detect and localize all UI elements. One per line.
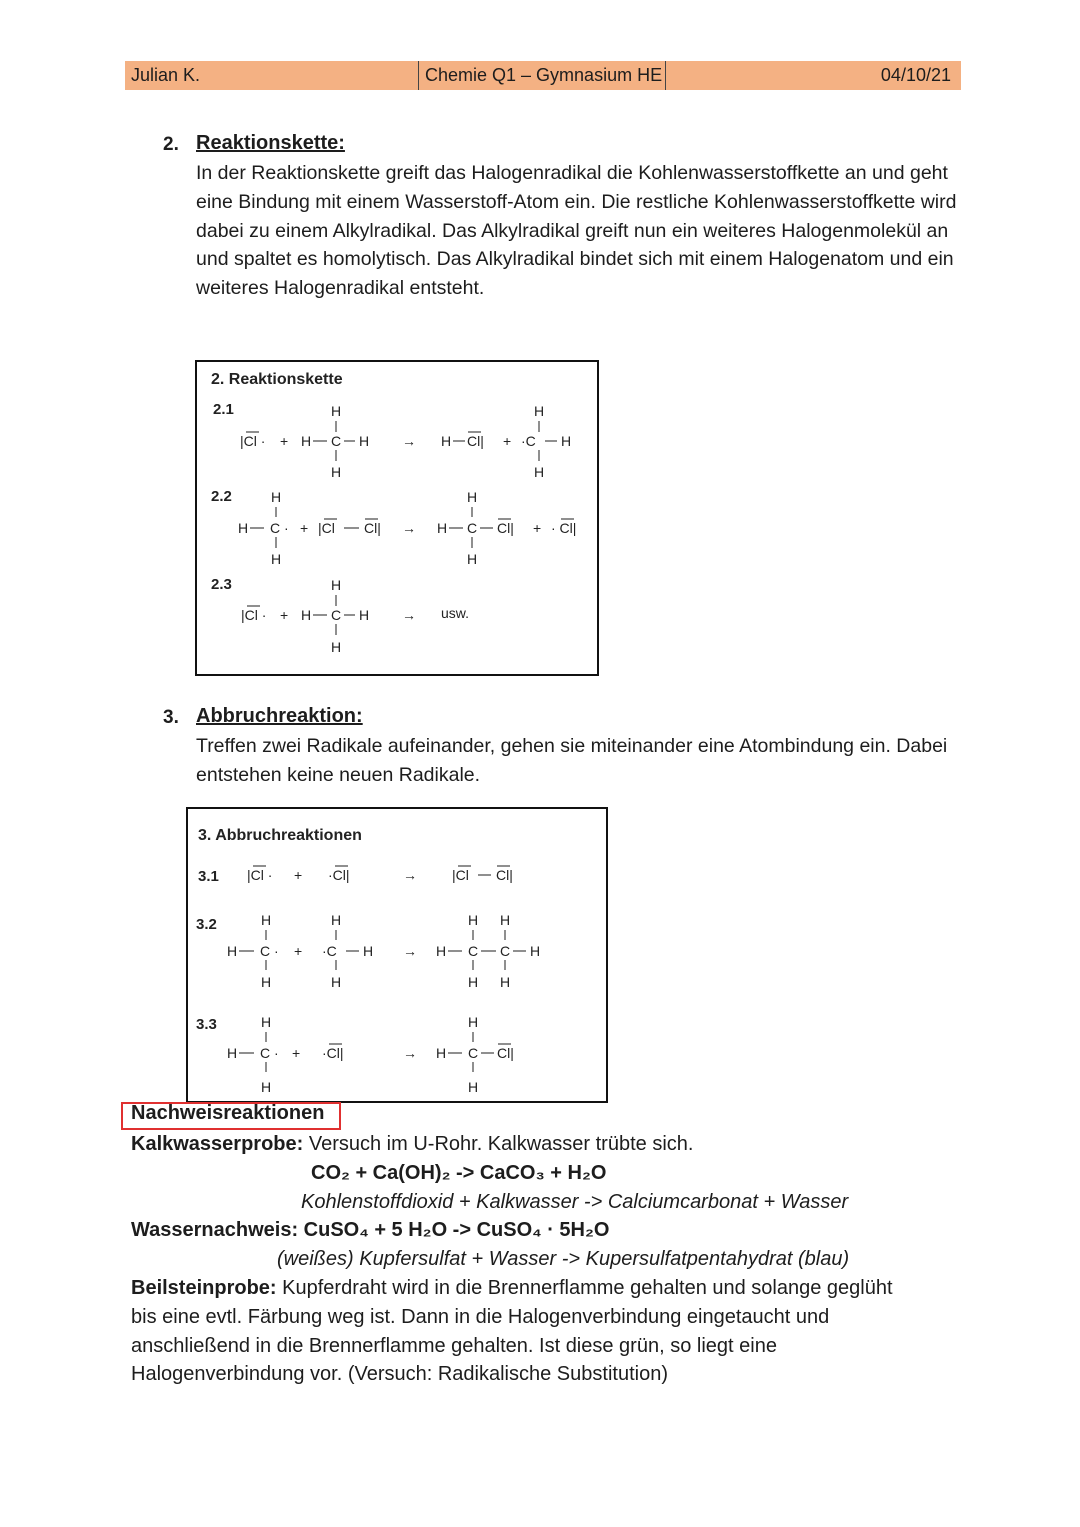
svg-text:→: → [402,607,416,623]
svg-text:+: + [292,1045,301,1061]
svg-text:C ·: C · [270,520,289,536]
kalkwasser-word-equation: Kohlenstoffdioxid + Kalkwasser -> Calciumcarbonat + Wasser [301,1191,849,1213]
equation-2-3 [241,577,469,655]
svg-text:H: H [500,974,511,990]
step-label: 3.2 [196,916,217,933]
svg-text:H: H [363,943,374,959]
page-header [125,61,961,90]
beilstein-text: anschließend in die Brennerflamme gehalten. Ist diese grün, so liegt eine [131,1335,777,1357]
svg-text:H: H [261,974,272,990]
svg-text:H: H [467,489,478,505]
svg-text:·Cl|: ·Cl| [322,1045,344,1061]
svg-text:C ·: C · [260,1045,279,1061]
svg-text:H: H [301,433,312,449]
svg-text:+: + [300,520,309,536]
svg-text:H: H [301,607,312,623]
svg-text:H: H [468,974,479,990]
kalkwasser-equation: CO₂ + Ca(OH)₂ -> CaCO₃ + H₂O [311,1162,607,1184]
svg-text:→: → [403,943,417,959]
header-divider [418,61,419,90]
svg-text:H: H [227,943,238,959]
reaction-chain-figure [195,360,599,676]
svg-text:H: H [468,1079,479,1095]
svg-text:C ·: C · [260,943,279,959]
continuation-text: usw. [441,605,470,621]
step-label: 3.3 [196,1016,217,1033]
svg-text:·C: ·C [521,433,536,449]
svg-text:|Cl: |Cl [452,867,469,883]
svg-text:H: H [437,520,448,536]
beilstein-text: Kupferdraht wird in die Brennerflamme gehalten und solange geglüht [282,1277,893,1299]
svg-text:H: H [331,639,342,655]
svg-text:|Cl ·: |Cl · [247,867,273,883]
svg-text:H: H [331,577,342,593]
svg-text:Cl|: Cl| [467,433,484,449]
step-label: 3.1 [198,868,219,885]
section-text: In der Reaktionskette greift das Halogenradikal die Kohlenwasserstoffkette an und geht eine Bindung mit einem Wasserstoff-Atom ein. Die restliche Kohlenwasserstoffkette wird dabei zu einem Alkylradikal. Das Alkylradikal greift nun ein weiteres Halogenmolekül an und spaltet es homolytisch. Das Alkylradikal bindet sich mit einem Halogenatom und ein weiteres Halogenradikal entsteht. [196,162,957,300]
svg-text:H: H [534,464,545,480]
svg-text:·Cl|: ·Cl| [328,867,350,883]
step-label: 2.1 [213,401,234,418]
nachweis-title: Nachweisreaktionen [131,1102,325,1124]
svg-text:H: H [331,403,342,419]
section-number: 3. [163,707,179,728]
svg-text:C: C [468,1045,479,1061]
equation-3-1 [247,866,513,883]
svg-text:→: → [402,433,416,449]
svg-text:· Cl|: · Cl| [551,520,577,536]
svg-text:Cl|: Cl| [497,1045,514,1061]
kalkwasser-text: Versuch im U-Rohr. Kalkwasser trübte sich. [308,1133,694,1155]
svg-text:+: + [533,520,542,536]
svg-text:H: H [530,943,541,959]
svg-text:H: H [500,912,511,928]
svg-text:H: H [436,943,447,959]
svg-text:C: C [331,433,342,449]
figure-title: 3. Abbruchreaktionen [198,827,362,844]
svg-text:C: C [468,943,479,959]
svg-text:C: C [500,943,511,959]
svg-text:H: H [331,912,342,928]
section-title: Abbruchreaktion: [196,705,363,727]
wassernachweis-label: Wassernachweis: [131,1219,299,1241]
svg-text:|Cl: |Cl [318,520,335,536]
svg-text:H: H [261,1079,272,1095]
svg-text:→: → [403,867,417,883]
svg-text:H: H [436,1045,447,1061]
svg-text:H: H [227,1045,238,1061]
svg-text:H: H [359,607,370,623]
svg-text:H: H [561,433,572,449]
svg-text:Cl|: Cl| [496,867,513,883]
svg-text:Cl|: Cl| [364,520,381,536]
header-author: Julian K. [131,65,201,85]
svg-text:H: H [271,489,282,505]
svg-text:+: + [280,433,289,449]
section-title: Reaktionskette: [196,132,345,154]
termination-figure [186,807,608,1103]
svg-text:→: → [403,1045,417,1061]
equation-3-3 [227,1014,514,1095]
svg-text:+: + [280,607,289,623]
beilstein-text: bis eine evtl. Färbung weg ist. Dann in die Halogenverbindung eingetaucht und [131,1306,830,1328]
svg-text:H: H [331,974,342,990]
figure-title: 2. Reaktionskette [211,371,343,388]
svg-text:C: C [467,520,478,536]
beilstein-line [131,1274,893,1303]
svg-text:H: H [468,1014,479,1030]
section-text: Treffen zwei Radikale aufeinander, gehen sie miteinander eine Atombindung ein. Dabei entstehen keine neuen Radikale. [196,735,948,786]
svg-text:H: H [261,912,272,928]
svg-text:·C: ·C [322,943,337,959]
svg-text:|Cl ·: |Cl · [240,433,266,449]
kalkwasser-label: Kalkwasserprobe: [131,1133,304,1155]
svg-text:H: H [331,464,342,480]
svg-text:H: H [261,1014,272,1030]
wassernachweis-word-equation: (weißes) Kupfersulfat + Wasser -> Kupersulfatpentahydrat (blau) [277,1248,850,1270]
wassernachweis-equation: CuSO₄ + 5 H₂O -> CuSO₄ · 5H₂O [303,1219,610,1241]
svg-text:H: H [359,433,370,449]
svg-text:+: + [503,433,512,449]
step-label: 2.3 [211,576,232,593]
kalkwasser-line [131,1130,693,1159]
step-label: 2.2 [211,488,232,505]
equation-2-1 [240,403,571,480]
header-divider [665,61,666,90]
section-number: 2. [163,134,179,155]
svg-text:H: H [271,551,282,567]
svg-text:H: H [238,520,249,536]
header-course: Chemie Q1 – Gymnasium HE [425,65,663,85]
svg-text:H: H [467,551,478,567]
header-date: 04/10/21 [880,65,951,85]
equation-3-2 [227,912,540,990]
svg-text:→: → [402,520,416,536]
svg-text:+: + [294,867,303,883]
svg-text:+: + [294,943,303,959]
beilstein-label: Beilsteinprobe: [131,1277,277,1299]
svg-text:|Cl ·: |Cl · [241,607,267,623]
svg-text:Cl|: Cl| [497,520,514,536]
svg-text:H: H [441,433,452,449]
beilstein-text: Halogenverbindung vor. (Versuch: Radikalische Substitution) [131,1363,668,1385]
wassernachweis-line [131,1216,609,1245]
svg-text:H: H [468,912,479,928]
svg-text:C: C [331,607,342,623]
svg-text:H: H [534,403,545,419]
equation-2-2 [238,489,576,567]
